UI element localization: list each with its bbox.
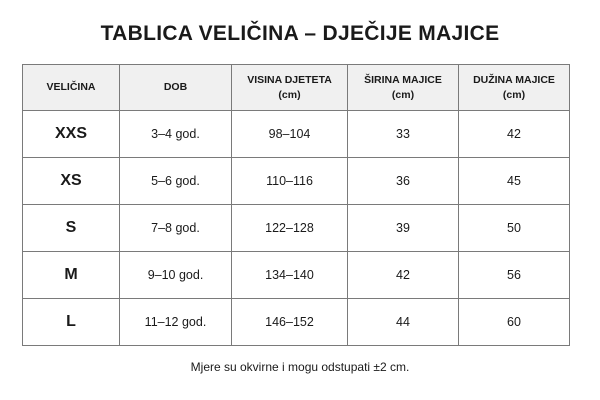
width-cell: 44 [348, 299, 459, 346]
size-chart-table [22, 64, 570, 346]
header-height [232, 65, 348, 111]
height-cell: 110–116 [232, 158, 348, 205]
header-width-label: ŠIRINA MAJICE [364, 73, 442, 86]
age-cell: 11–12 god. [120, 299, 232, 346]
header-age-label: DOB [163, 81, 188, 93]
length-cell: 42 [459, 111, 570, 158]
length-cell: 45 [459, 158, 570, 205]
width-cell: 42 [348, 252, 459, 299]
age-cell: 7–8 god. [120, 205, 232, 252]
size-cell: M [23, 252, 120, 299]
header-row [23, 65, 570, 111]
width-cell: 33 [348, 111, 459, 158]
header-size [23, 65, 120, 111]
age-cell: 9–10 god. [120, 252, 232, 299]
age-cell: 5–6 god. [120, 158, 232, 205]
length-cell: 56 [459, 252, 570, 299]
size-cell: S [23, 205, 120, 252]
height-cell: 146–152 [232, 299, 348, 346]
header-width [348, 65, 459, 111]
height-cell: 122–128 [232, 205, 348, 252]
width-cell: 39 [348, 205, 459, 252]
header-length-label: DUŽINA MAJICE [473, 73, 555, 86]
table-row [23, 252, 570, 299]
age-cell: 3–4 god. [120, 111, 232, 158]
table-header [23, 65, 570, 111]
size-cell: XS [23, 158, 120, 205]
header-height-unit: (cm) [278, 88, 301, 101]
page-title: TABLICA VELIČINA – DJEČIJE MAJICE [100, 22, 500, 45]
height-cell: 134–140 [232, 252, 348, 299]
header-length [459, 65, 570, 111]
width-cell: 36 [348, 158, 459, 205]
table-row [23, 158, 570, 205]
length-cell: 50 [459, 205, 570, 252]
size-cell: L [23, 299, 120, 346]
footnote: Mjere su okvirne i mogu odstupati ±2 cm. [190, 360, 410, 374]
header-length-unit: (cm) [502, 88, 526, 101]
header-width-unit: (cm) [391, 88, 415, 101]
header-age [120, 65, 232, 111]
table-body [23, 111, 570, 346]
height-cell: 98–104 [232, 111, 348, 158]
header-size-label: VELIČINA [46, 81, 96, 93]
table-row [23, 205, 570, 252]
header-height-label: VISINA DJETETA [247, 73, 332, 86]
table-row [23, 299, 570, 346]
size-cell: XXS [23, 111, 120, 158]
length-cell: 60 [459, 299, 570, 346]
table-row [23, 111, 570, 158]
